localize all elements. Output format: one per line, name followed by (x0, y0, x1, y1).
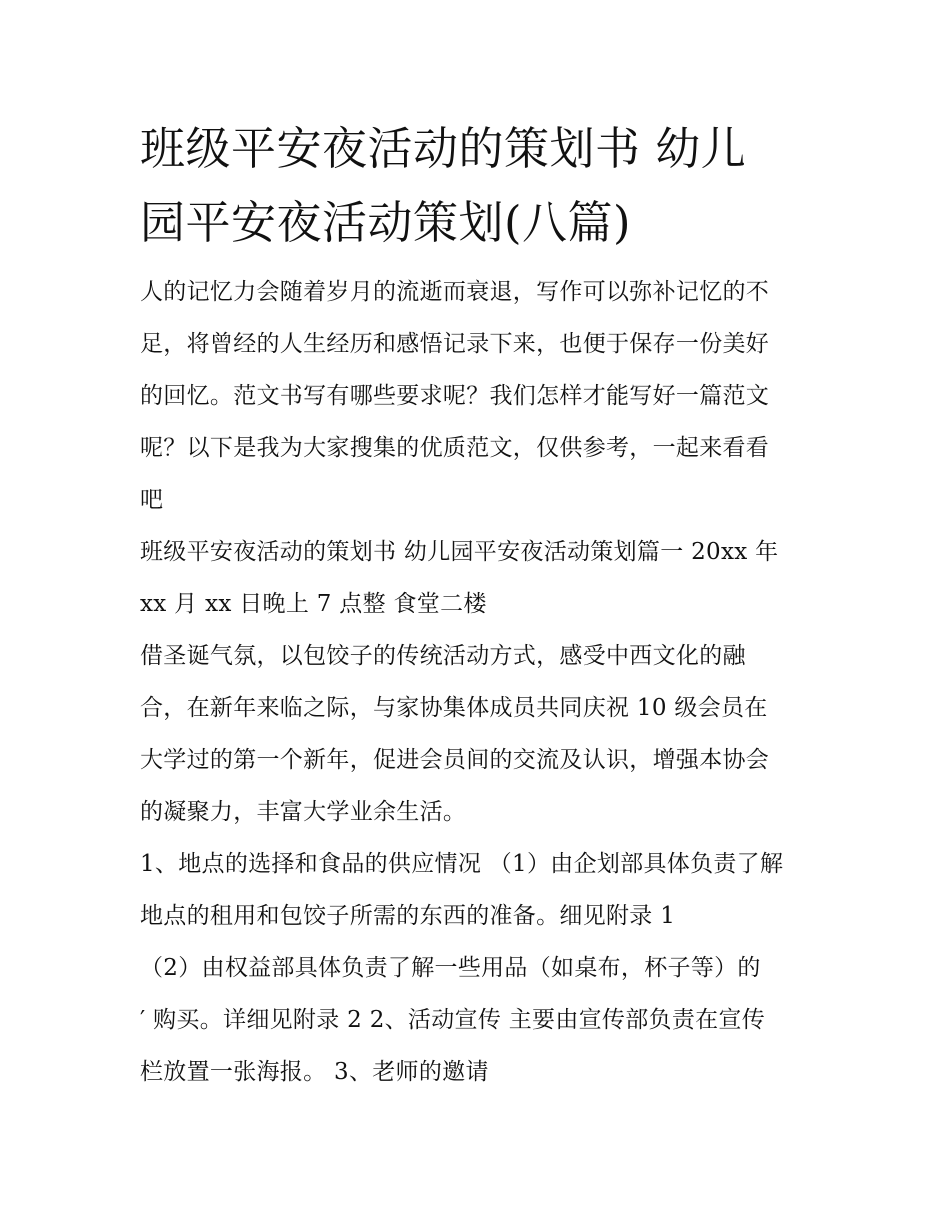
body-line: 合，在新年来临之际，与家协集体成员共同庆祝 10 级会员在 (140, 695, 768, 721)
title-line: 园平安夜活动策划(八篇) (140, 196, 632, 249)
body-line: 呢？以下是我为大家搜集的优质范文，仅供参考，一起来看看 (140, 435, 770, 461)
body-line: xx 月 xx 日晚上 7 点整 食堂二楼 (140, 591, 487, 617)
body-line: 大学过的第一个新年，促进会员间的交流及认识，增强本协会 (140, 747, 770, 773)
body-line: 1、地点的选择和食品的供应情况 （1）由企划部具体负责了解 (140, 851, 784, 877)
body-line: （2）由权益部具体负责了解一些用品（如桌布，杯子等）的 (140, 955, 761, 981)
body-line: 的回忆。范文书写有哪些要求呢？我们怎样才能写好一篇范文 (140, 383, 770, 409)
body-line: 吧 (140, 487, 164, 513)
body-line: ′ 购买。详细见附录 2 2、活动宣传 主要由宣传部负责在宣传 (140, 1007, 766, 1033)
body-line: 借圣诞气氛，以包饺子的传统活动方式，感受中西文化的融 (140, 643, 746, 669)
body-line: 的凝聚力，丰富大学业余生活。 (140, 799, 467, 825)
body-line: 足，将曾经的人生经历和感悟记录下来，也便于保存一份美好 (140, 331, 770, 357)
document-body (140, 266, 815, 1098)
body-line: 班级平安夜活动的策划书 幼儿园平安夜活动策划篇一 20xx 年 (140, 539, 779, 565)
title-line: 班级平安夜活动的策划书 幼儿 (140, 122, 747, 175)
body-line: 人的记忆力会随着岁月的流逝而衰退，写作可以弥补记忆的不 (140, 279, 770, 305)
body-line: 栏放置一张海报。 3、老师的邀请 (140, 1059, 489, 1085)
body-line: 地点的租用和包饺子所需的东西的准备。细见附录 1 (140, 903, 676, 929)
document-page (140, 112, 815, 1098)
document-title (140, 112, 815, 260)
